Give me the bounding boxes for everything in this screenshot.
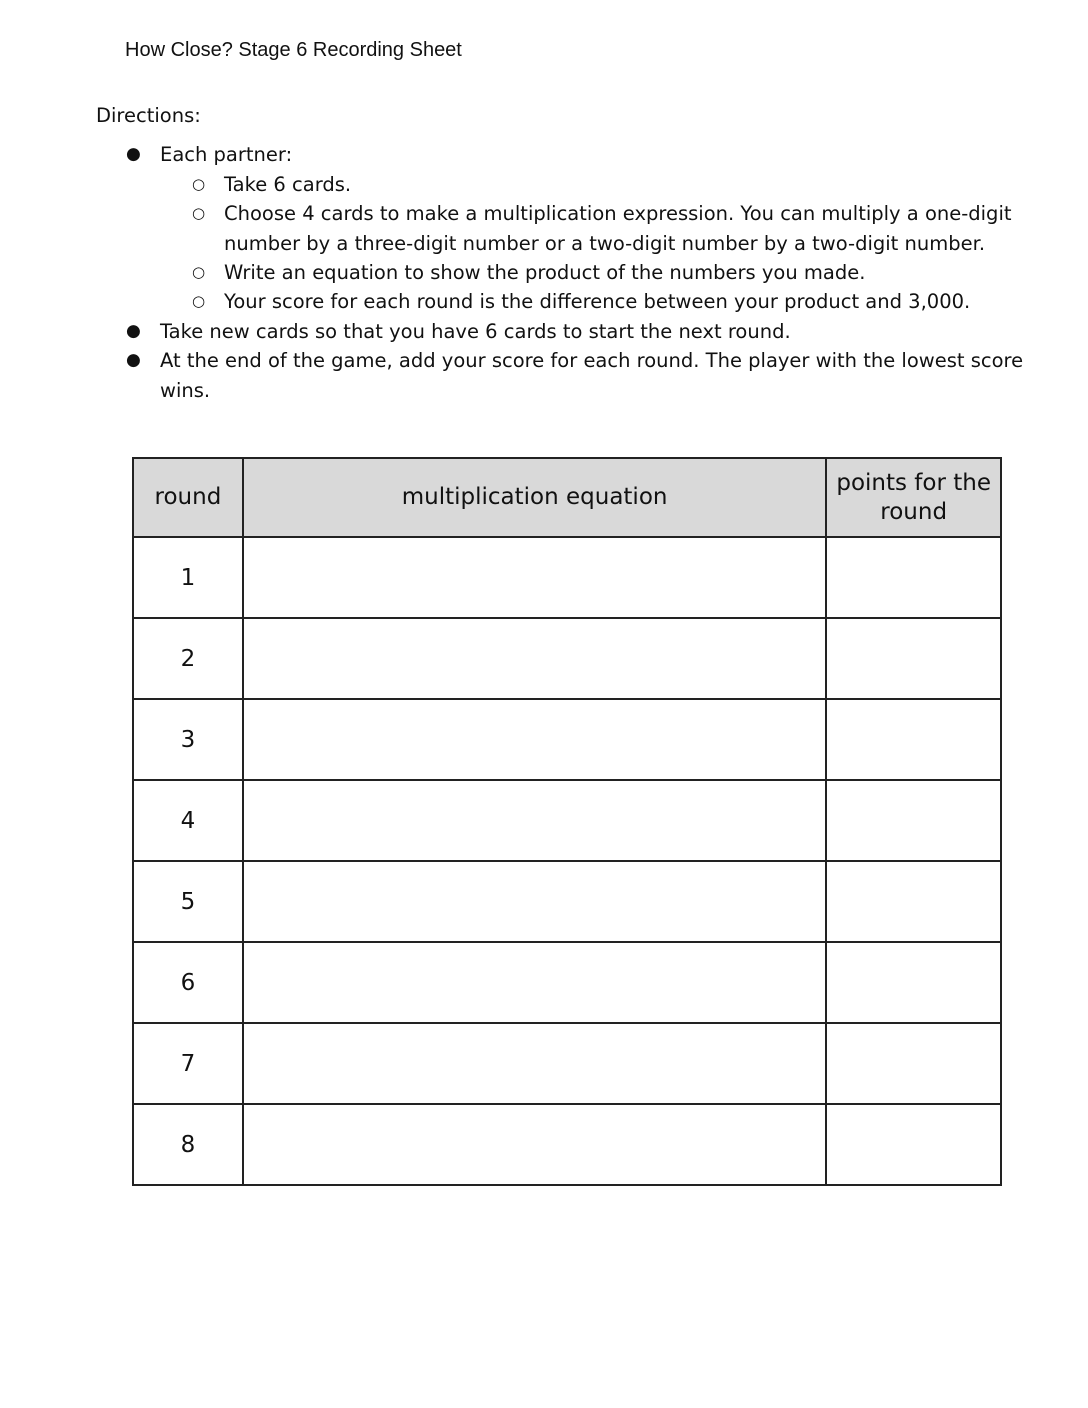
- table-row: [133, 780, 1001, 861]
- filled-bullet-icon: ●: [126, 350, 141, 371]
- directions-section: [96, 101, 1036, 405]
- sub-list: [160, 170, 1036, 317]
- table-row: [133, 537, 1001, 618]
- page-title: How Close? Stage 6 Recording Sheet: [125, 39, 462, 61]
- equation-cell[interactable]: [243, 942, 827, 1023]
- sub-list-item-text: Write an equation to show the product of the numbers you made.: [224, 261, 866, 285]
- table-row: [133, 1104, 1001, 1185]
- hollow-bullet-icon: ○: [192, 292, 206, 311]
- points-cell[interactable]: [826, 942, 1001, 1023]
- round-number: 7: [133, 1023, 243, 1104]
- sub-list-item: [160, 258, 1036, 287]
- sub-list-item: [160, 287, 1036, 316]
- directions-list: [96, 140, 1036, 405]
- header-points: points for the round: [826, 458, 1001, 537]
- hollow-bullet-icon: ○: [192, 204, 206, 223]
- filled-bullet-icon: ●: [126, 320, 141, 341]
- points-cell[interactable]: [826, 618, 1001, 699]
- header-round: round: [133, 458, 243, 537]
- directions-label: Directions:: [96, 104, 201, 127]
- table-row: [133, 1023, 1001, 1104]
- header-equation: multiplication equation: [243, 458, 827, 537]
- table-header-row: [133, 458, 1001, 537]
- equation-cell[interactable]: [243, 861, 827, 942]
- points-cell[interactable]: [826, 780, 1001, 861]
- round-number: 1: [133, 537, 243, 618]
- points-cell[interactable]: [826, 1023, 1001, 1104]
- round-number: 6: [133, 942, 243, 1023]
- points-cell[interactable]: [826, 537, 1001, 618]
- list-item: [96, 140, 1036, 316]
- equation-cell[interactable]: [243, 1023, 827, 1104]
- round-number: 2: [133, 618, 243, 699]
- points-cell[interactable]: [826, 861, 1001, 942]
- hollow-bullet-icon: ○: [192, 263, 206, 282]
- round-number: 4: [133, 780, 243, 861]
- list-item: [96, 317, 1036, 346]
- round-number: 8: [133, 1104, 243, 1185]
- list-item-text: Take new cards so that you have 6 cards to start the next round.: [160, 319, 791, 343]
- sub-list-item: [160, 170, 1036, 199]
- recording-table: [132, 457, 1002, 1186]
- table-row: [133, 861, 1001, 942]
- sub-list-item-text: Choose 4 cards to make a multiplication expression. You can multiply a one-digit number by a three-digit number or a two-digit number by a two-digit number.: [224, 202, 1012, 255]
- sub-list-item-text: Take 6 cards.: [224, 172, 352, 196]
- hollow-bullet-icon: ○: [192, 174, 206, 193]
- list-item: [96, 346, 1036, 405]
- points-cell[interactable]: [826, 699, 1001, 780]
- equation-cell[interactable]: [243, 699, 827, 780]
- equation-cell[interactable]: [243, 618, 827, 699]
- points-cell[interactable]: [826, 1104, 1001, 1185]
- equation-cell[interactable]: [243, 780, 827, 861]
- filled-bullet-icon: ●: [126, 144, 141, 165]
- equation-cell[interactable]: [243, 537, 827, 618]
- table-row: [133, 699, 1001, 780]
- list-item-text: At the end of the game, add your score for each round. The player with the lowest score wins.: [160, 349, 1024, 402]
- round-number: 5: [133, 861, 243, 942]
- sub-list-item-text: Your score for each round is the difference between your product and 3,000.: [224, 290, 971, 314]
- table-row: [133, 618, 1001, 699]
- list-item-text: Each partner:: [160, 143, 293, 167]
- table-row: [133, 942, 1001, 1023]
- round-number: 3: [133, 699, 243, 780]
- sub-list-item: [160, 199, 1036, 258]
- equation-cell[interactable]: [243, 1104, 827, 1185]
